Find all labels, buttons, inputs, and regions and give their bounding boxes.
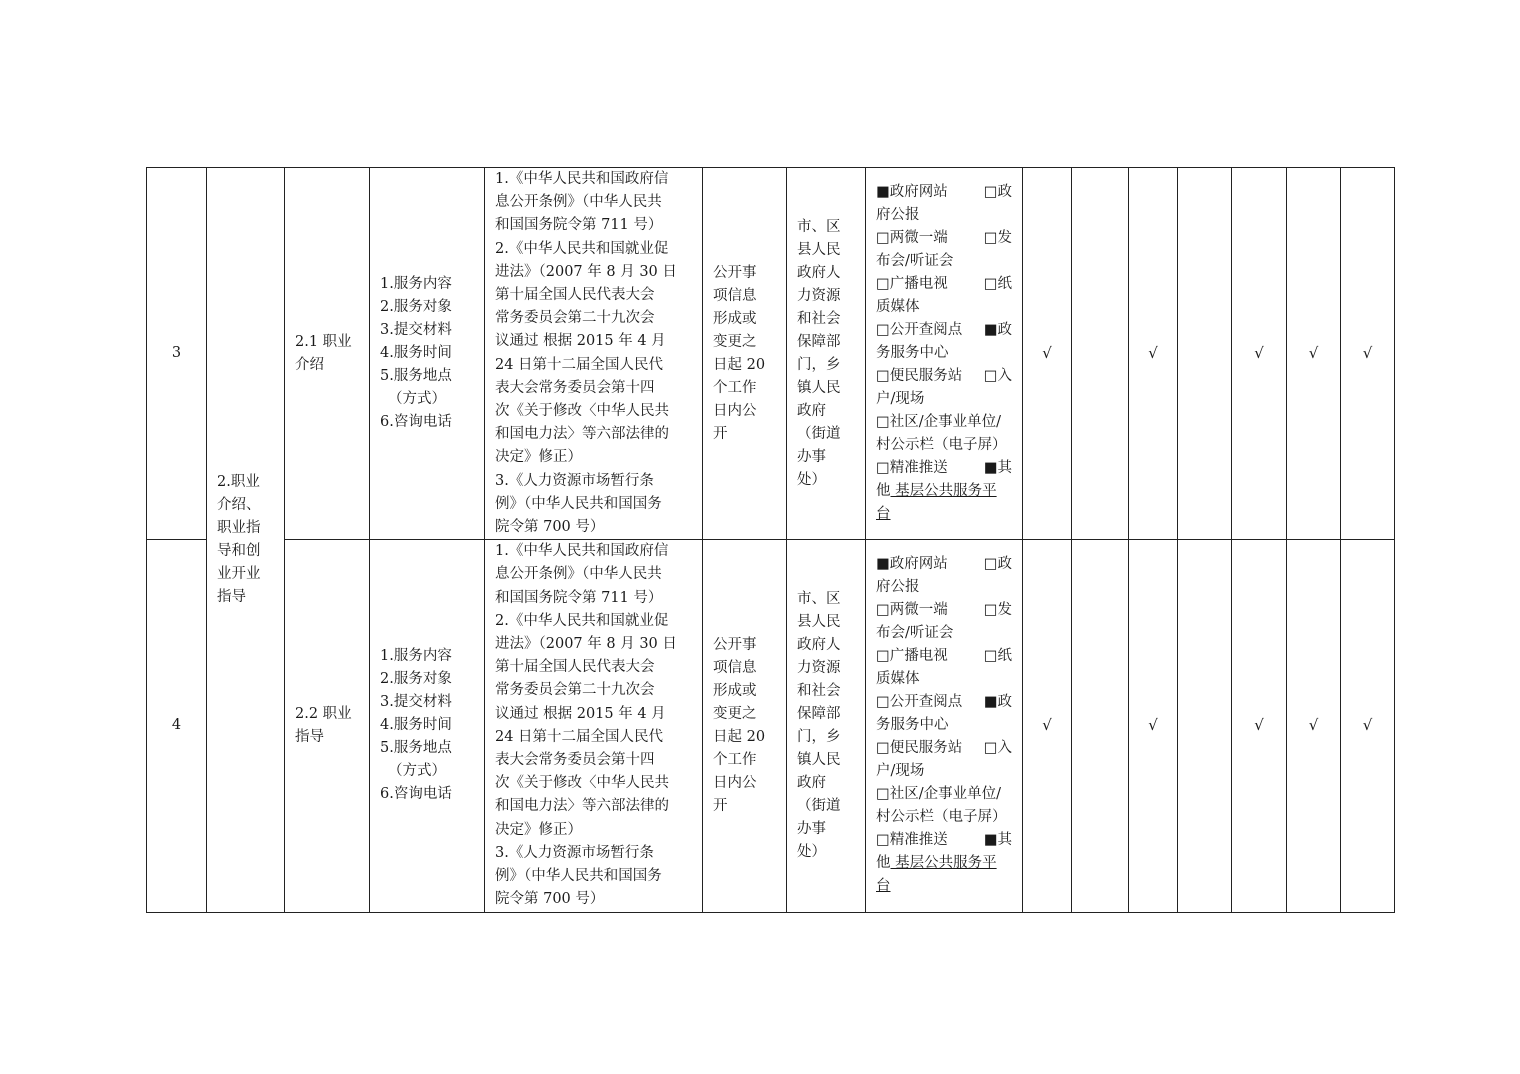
empty-cell (1178, 540, 1232, 912)
check-mark: √ (1287, 540, 1341, 912)
table-row (147, 168, 1395, 540)
check-mark: √ (1129, 168, 1178, 540)
row-number: 3 (147, 168, 207, 540)
empty-cell (1072, 540, 1129, 912)
channel-cell: ■政府网站 □政 府公报 □两微一端 □发 布会/听证会 □广播电视 □纸 质媒体 □公开查阅点 ■政 务服务中心 □便民服务站 □入 户/现场 □社区/企事业单位/ 村公示栏（电子屏） □精准推送 ■其 他 基层公共服务平 台 (866, 168, 1023, 540)
check-mark: √ (1287, 168, 1341, 540)
time-limit-cell: 公开事 项信息 形成或 变更之 日起 20 个工作 日内公 开 (703, 540, 787, 912)
basis-cell: 1.《中华人民共和国政府信 息公开条例》（中华人民共 和国国务院令第 711 号） 2.《中华人民共和国就业促 进法》（2007 年 8 月 30 日 第十届全国人民代表大会 常务委员会第二十九次会 议通过 根据 2015 年 4 月 24 日第十二届全国人民代 表大会常务委员会第十四 次《关于修改〈中华人民共 和国电力法〉等六部法律的 决定》修正） 3.《人力资源市场暂行条 例》（中华人民共和国国务 院令第 700 号） (485, 168, 703, 540)
check-mark: √ (1232, 168, 1287, 540)
check-mark: √ (1023, 540, 1072, 912)
channel-cell: ■政府网站 □政 府公报 □两微一端 □发 布会/听证会 □广播电视 □纸 质媒体 □公开查阅点 ■政 务服务中心 □便民服务站 □入 户/现场 □社区/企事业单位/ 村公示栏（电子屏） □精准推送 ■其 他 基层公共服务平 台 (866, 540, 1023, 912)
row-number: 4 (147, 540, 207, 912)
item-cell: 2.2 职业 指导 (285, 540, 370, 912)
check-mark: √ (1023, 168, 1072, 540)
check-mark: √ (1232, 540, 1287, 912)
check-mark: √ (1341, 168, 1395, 540)
item-cell: 2.1 职业 介绍 (285, 168, 370, 540)
check-mark: √ (1129, 540, 1178, 912)
category-cell: 2.职业 介绍、 职业指 导和创 业开业 指导 (207, 168, 285, 913)
check-mark: √ (1341, 540, 1395, 912)
content-cell: 1.服务内容 2.服务对象 3.提交材料 4.服务时间 5.服务地点 （方式） 6.咨询电话 (370, 168, 485, 540)
empty-cell (1178, 168, 1232, 540)
disclosure-table (146, 167, 1395, 913)
basis-cell: 1.《中华人民共和国政府信 息公开条例》（中华人民共 和国国务院令第 711 号） 2.《中华人民共和国就业促 进法》（2007 年 8 月 30 日 第十届全国人民代表大会 常务委员会第二十九次会 议通过 根据 2015 年 4 月 24 日第十二届全国人民代 表大会常务委员会第十四 次《关于修改〈中华人民共 和国电力法〉等六部法律的 决定》修正） 3.《人力资源市场暂行条 例》（中华人民共和国国务 院令第 700 号） (485, 540, 703, 912)
table-row (147, 540, 1395, 912)
time-limit-cell: 公开事 项信息 形成或 变更之 日起 20 个工作 日内公 开 (703, 168, 787, 540)
content-cell: 1.服务内容 2.服务对象 3.提交材料 4.服务时间 5.服务地点 （方式） 6.咨询电话 (370, 540, 485, 912)
empty-cell (1072, 168, 1129, 540)
department-cell: 市、区 县人民 政府人 力资源 和社会 保障部 门，乡 镇人民 政府 （街道 办事 处） (787, 168, 866, 540)
department-cell: 市、区 县人民 政府人 力资源 和社会 保障部 门，乡 镇人民 政府 （街道 办事 处） (787, 540, 866, 912)
